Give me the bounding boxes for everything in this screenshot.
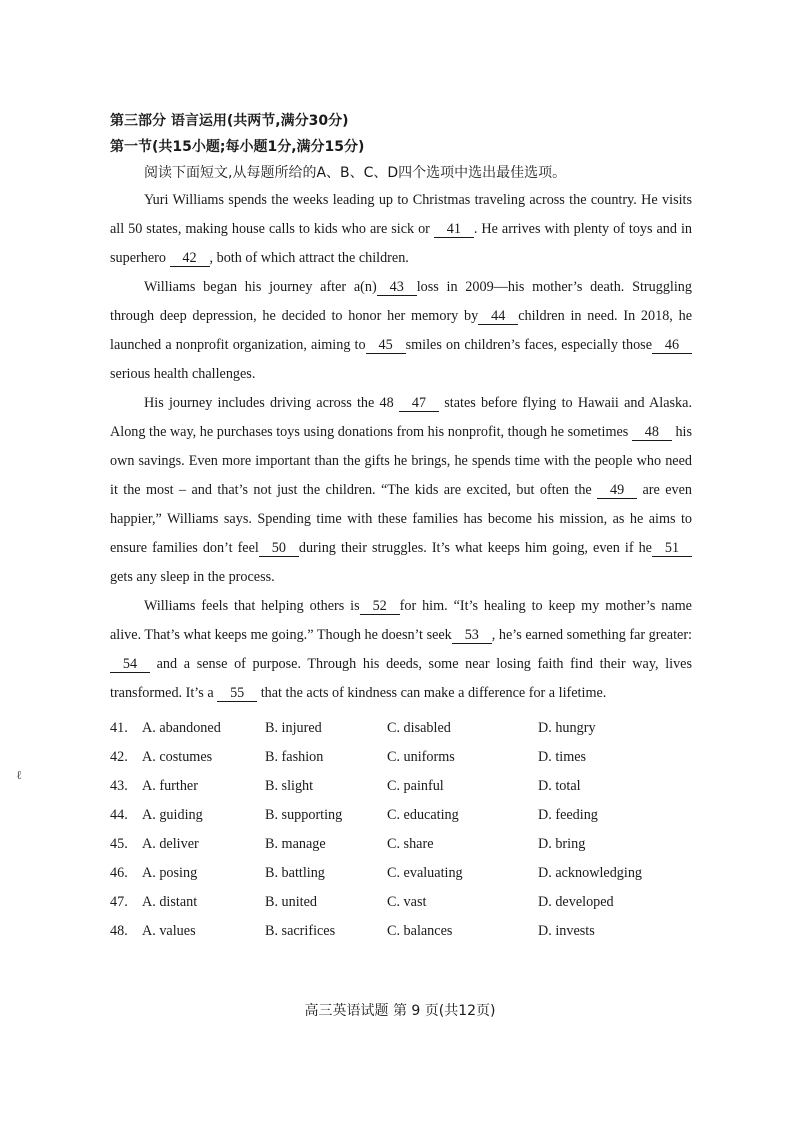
text-segment: for him. “It’s healing to keep my mother’s name alive. That’s what keeps me going.” Though he doesn’t seek [110,598,692,643]
question-number: 45. [110,836,128,852]
option-b: B. sacrifices [265,923,336,939]
option-d: D. feeding [538,807,598,823]
option-a: A. guiding [142,807,203,823]
question-number: 42. [110,749,128,765]
option-row-43 [110,772,692,801]
option-c: C. disabled [387,720,451,736]
text-segment: Williams began his journey after a(n) [144,279,377,295]
option-row-41 [110,714,692,743]
subsection-title: 第一节(共15小题;每小题1分,满分15分) [110,139,365,155]
option-row-47 [110,888,692,917]
option-c: C. educating [387,807,459,823]
option-b: B. fashion [265,749,324,765]
margin-mark: ℓ [16,768,22,782]
option-c: C. painful [387,778,444,794]
option-row-48 [110,917,692,946]
blank-44: 44 [478,308,518,325]
text-segment: states before flying to Hawaii and Alaska. Along the way, he purchases toys using donations from his nonprofit, though he sometimes [110,395,692,440]
option-a: A. distant [142,894,198,910]
text-segment: children in need. In 2018, he launched a nonprofit organization, aiming to [110,308,692,353]
page-footer: 高三英语试题 第 9 页(共12页) [304,1003,496,1019]
option-a: A. deliver [142,836,199,852]
option-row-46 [110,859,692,888]
option-d: D. acknowledging [538,865,643,881]
passage-paragraph-3 [110,389,692,592]
blank-50: 50 [259,540,299,557]
instruction: 阅读下面短文,从每题所给的A、B、C、D四个选项中选出最佳选项。 [144,165,567,181]
text-segment: loss in 2009—his mother’s death. Struggling through deep depression, he decided to honor her memory by [110,279,692,324]
blank-46: 46 [652,337,692,354]
option-b: B. injured [265,720,322,736]
text-segment: his own savings. Even more important than the gifts he brings, he spends time with the people who need it the most – and that’s not just the children. “The kids are excited, but often the [110,424,692,498]
option-row-42 [110,743,692,772]
option-a: A. costumes [142,749,213,765]
passage-paragraph-1 [110,186,692,273]
option-d: D. total [538,778,581,794]
question-number: 41. [110,720,128,736]
option-d: D. hungry [538,720,596,736]
option-row-45 [110,830,692,859]
text-segment: His journey includes driving across the 48 [144,395,399,411]
text-segment: are even happier,” Williams says. Spending time with these families has become his mission, as he aims to ensure families don’t feel [110,482,692,556]
text-segment: gets any sleep in the process. [110,569,275,585]
blank-53: 53 [452,627,492,644]
blank-52: 52 [360,598,400,615]
option-a: A. posing [142,865,198,881]
option-c: C. evaluating [387,865,463,881]
question-number: 46. [110,865,128,881]
text-segment: that the acts of kindness can make a difference for a lifetime. [257,685,607,701]
blank-48: 48 [632,424,672,441]
text-segment: Williams feels that helping others is [144,598,360,614]
text-segment: during their struggles. It’s what keeps him going, even if he [298,540,652,556]
option-b: B. supporting [265,807,343,823]
blank-41: 41 [434,221,474,238]
blank-47: 47 [399,395,439,412]
question-number: 43. [110,778,128,794]
text-segment: , both of which attract the children. [209,250,409,266]
question-number: 44. [110,807,128,823]
option-d: D. times [538,749,587,765]
option-c: C. share [387,836,434,852]
text-segment: serious health challenges. [110,366,256,382]
part-title: 第三部分 语言运用(共两节,满分30分) [110,113,349,129]
option-b: B. slight [265,778,314,794]
blank-54: 54 [110,656,150,673]
exam-content [110,108,692,946]
text-segment: , he’s earned something far greater: [491,627,692,643]
option-c: C. balances [387,923,453,939]
option-d: D. invests [538,923,595,939]
option-d: D. developed [538,894,614,910]
option-d: D. bring [538,836,586,852]
options-list [110,714,692,946]
option-c: C. uniforms [387,749,455,765]
blank-55: 55 [217,685,257,702]
option-a: A. abandoned [142,720,221,736]
option-b: B. united [265,894,318,910]
option-a: A. values [142,923,196,939]
blank-51: 51 [652,540,692,557]
text-segment: and a sense of purpose. Through his deeds, some near losing faith find their way, lives transformed. It’s a [110,656,692,701]
text-segment: smiles on children’s faces, especially those [405,337,653,353]
passage-paragraph-2 [110,273,692,389]
text-segment: . He arrives with plenty of toys and in superhero [110,221,692,266]
blank-42: 42 [170,250,210,267]
text-segment: Yuri Williams spends the weeks leading up to Christmas traveling across the country. He visits all 50 states, making house calls to kids who are sick or [110,192,692,237]
blank-45: 45 [366,337,406,354]
option-b: B. manage [265,836,326,852]
option-a: A. further [142,778,198,794]
option-row-44 [110,801,692,830]
blank-49: 49 [597,482,637,499]
passage-paragraph-4 [110,592,692,708]
option-b: B. battling [265,865,325,881]
question-number: 48. [110,923,128,939]
question-number: 47. [110,894,128,910]
option-c: C. vast [387,894,427,910]
blank-43: 43 [377,279,417,296]
